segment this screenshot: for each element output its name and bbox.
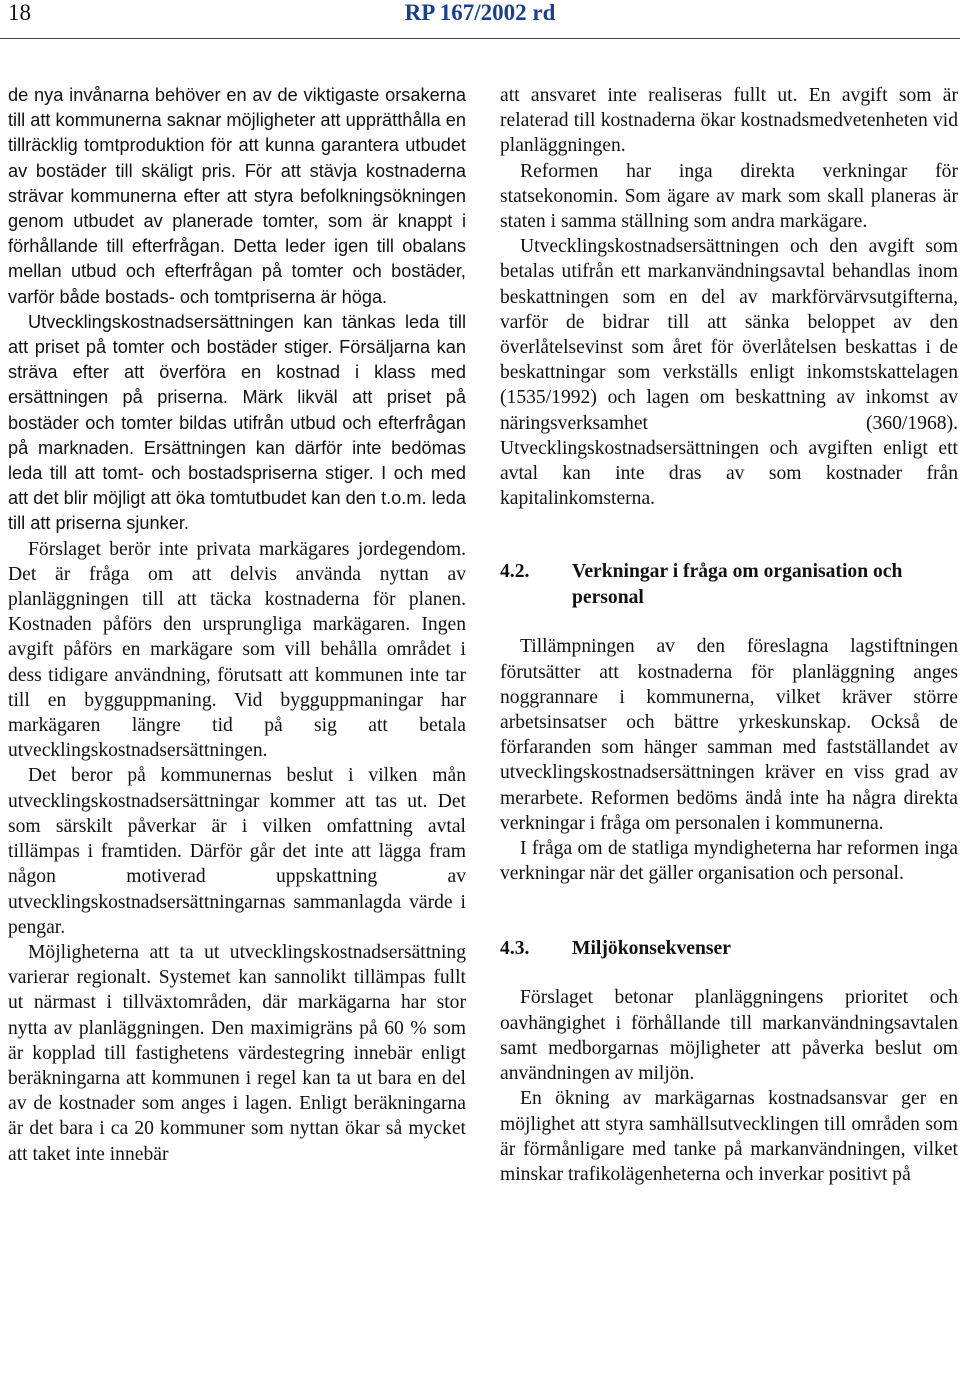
page-number: 18: [8, 0, 31, 25]
page-header: [0, 0, 960, 40]
section-number: 4.2.: [500, 561, 530, 583]
paragraph: Det beror på kommunernas beslut i vilken mån utvecklingskostnadsersättningar kommer att tas ut. Det som särskilt påverkar är i vilken omfattning avtal tillämpas i framtiden. Därför går det inte att lägga fram någon motiverad uppskattning av utvecklingskostnadsersättningarnas sammanlagda värde i pengar.: [8, 765, 466, 938]
paragraph: att ansvaret inte realiseras fullt ut. En avgift som är relaterad till kostnaderna ökar kostnadsmedvetenheten vid planläggningen.: [500, 85, 958, 157]
section-title: Miljökonsekvenser: [572, 938, 731, 960]
running-title: RP 167/2002 rd: [404, 0, 556, 25]
paragraph: Förslaget berör inte privata markägares jordegendom. Det är fråga om att delvis använda nyttan av planläggningen till att täcka kostnaderna för planen. Kostnaden påförs den ursprungliga markägaren. Ingen avgift påförs en markägare som vill behålla området i dess tidigare användning, förutsatt att kommunen inte tar till en bygguppmaning. Vid bygguppmaningar har markägaren längre tid på sig att betala utvecklingskostnadsersättningen.: [8, 538, 466, 762]
paragraph: Förslaget betonar planläggningens prioritet och oavhängighet i förhållande till markanvändningsavtalen samt medborgarnas möjligheter att påverka beslut om användningen av miljön.: [500, 987, 958, 1085]
section-heading-4-2: [500, 559, 958, 611]
section-heading-4-3: [500, 936, 958, 962]
paragraph: I fråga om de statliga myndigheterna har reformen inga verkningar när det gäller organisation och personal.: [500, 838, 958, 885]
paragraph: En ökning av markägarnas kostnadsansvar ger en möjlighet att styra samhällsutvecklingen till områden som är förmånligare med tanke på markanvändningen, vilket minskar trafikolägenheterna och inverkar positivt på: [500, 1088, 958, 1185]
paragraph: Utvecklingskostnadsersättningen och den avgift som betalas utifrån ett markanvändningsavtal behandlas inom beskattningen som en del av markförvärvsutgifterna, varför de bidrar till att sänka beloppet av den överlåtelsevinst som året för överlåtelsen beskattas i de beskattningar som verkställs enligt inkomstskattelagen (1535/1992) och lagen om beskattning av inkomst av näringsverksamhet (360/1968). Utvecklingskostnadsersättningen och avgiften enligt ett avtal kan inte dras av som kostnader från kapitalinkomsterna.: [500, 236, 958, 510]
left-column: [8, 83, 466, 1167]
paragraph: Tillämpningen av den föreslagna lagstiftningen förutsätter att kostnaderna för planläggning anges noggrannare i kommunerna, vilket kräver större arbetsinsatser och bättre yrkeskunskap. Också de förfaranden som hänger samman med fastställandet av utvecklingskostnadsersättningen kräver en viss grad av merarbete. Reformen bedöms ändå inte ha några direkta verkningar i fråga om personalen i kommunerna.: [500, 636, 958, 834]
paragraph: Reformen har inga direkta verkningar för statsekonomin. Som ägare av mark som skall planeras är staten i samma ställning som andra markägare.: [500, 160, 958, 233]
header-rule: [0, 38, 960, 39]
paragraph: de nya invånarna behöver en av de viktigaste orsakerna till att kommunerna saknar möjligheter att upprätthålla en tillräcklig tomtproduktion för att kunna garantera utbudet av bostäder till skäligt pris. För att stävja kostnaderna strävar kommunerna efter att styra befolkningsökningen genom utbudet av planerade tomter, som är knappt i förhållande till efterfrågan. Detta leder igen till obalans mellan utbud och efterfrågan på tomter och bostäder, varför både bostads- och tomtpriserna är höga.: [8, 85, 466, 307]
paragraph: Möjligheterna att ta ut utvecklingskostnadsersättning varierar regionalt. Systemet kan sannolikt tillämpas fullt ut närmast i tillväxtområden, där markägarna har stor nytta av planläggningen. Den maximigräns på 60 % som är kopplad till fastighetens värdestegring innebär enligt beräkningarna att kommunen i regel kan ta ut bara en del av de kostnader som anges i lagen. Enligt beräkningarna är det bara i ca 20 kommuner som nyttan ökar så mycket att taket inte innebär: [8, 941, 466, 1165]
section-number: 4.3.: [500, 938, 530, 960]
right-column: [500, 83, 958, 1187]
section-title: Verkningar i fråga om organisation och personal: [572, 561, 903, 609]
paragraph: Utvecklingskostnadsersättningen kan tänkas leda till att priset på tomter och bostäder stiger. Försäljarna kan sträva efter att överföra en kostnad i klass med ersättningen på priserna. Märk likväl att priset på bostäder och tomter bildas utifrån utbud och efterfrågan på marknaden. Ersättningen kan därför inte bedömas leda till att tomt- och bostadspriserna stiger. I och med att det blir möjligt att öka tomtutbudet kan den t.o.m. leda till att priserna sjunker.: [8, 311, 466, 534]
